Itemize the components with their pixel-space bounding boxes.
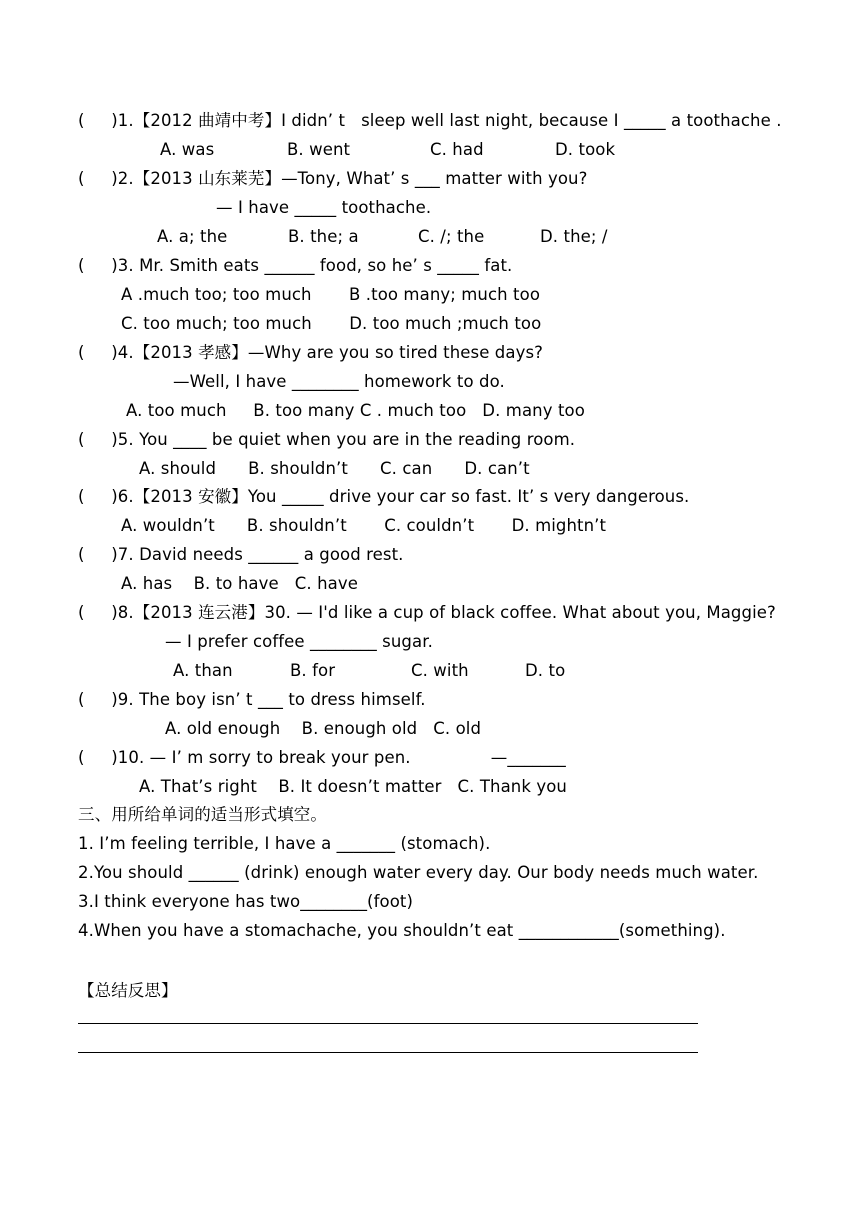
- q1-option-b: B. went: [287, 140, 351, 159]
- q8-stem: ( )8.【2013 连云港】30. — I'd like a cup of black coffee. What about you, Maggie?: [78, 603, 776, 622]
- q8-option-b: B. for: [290, 661, 336, 680]
- q9-stem: ( )9. The boy isn’ t ___ to dress himself.: [78, 690, 426, 709]
- q3-options-2: C. too much; too much D. too much ;much too: [121, 314, 542, 333]
- section3-item-4: 4.When you have a stomachache, you shouldn’t eat ____________(something).: [78, 921, 726, 940]
- q7-stem: ( )7. David needs ______ a good rest.: [78, 545, 404, 564]
- q2-stem-2: — I have _____ toothache.: [216, 198, 432, 217]
- q1-option-d: D. took: [555, 140, 616, 159]
- q4-options: A. too much B. too many C . much too D. many too: [126, 401, 585, 420]
- q8-stem-2: — I prefer coffee ________ sugar.: [165, 632, 433, 651]
- q2-option-d: D. the; /: [540, 227, 608, 246]
- q2-option-c: C. /; the: [418, 227, 485, 246]
- q6-options: A. wouldn’t B. shouldn’t C. couldn’t D. mightn’t: [121, 516, 607, 535]
- q8-option-d: D. to: [525, 661, 566, 680]
- q5-options: A. should B. shouldn’t C. can D. can’t: [139, 459, 530, 478]
- q6-stem: ( )6.【2013 安徽】You _____ drive your car so fast. It’ s very dangerous.: [78, 487, 690, 506]
- reflection-line-2: [78, 1052, 698, 1053]
- q1-stem: ( )1.【2012 曲靖中考】I didn’ t sleep well last night, because I _____ a toothache .: [78, 111, 782, 130]
- q3-options-1: A .much too; too much B .too many; much too: [121, 285, 541, 304]
- section3-heading: 三、用所给单词的适当形式填空。: [78, 805, 327, 824]
- q7-options: A. has B. to have C. have: [121, 574, 358, 593]
- reflection-heading: 【总结反思】: [78, 981, 178, 1000]
- q8-option-c: C. with: [411, 661, 469, 680]
- section3-item-1: 1. I’m feeling terrible, I have a _______ (stomach).: [78, 834, 491, 853]
- q5-stem: ( )5. You ____ be quiet when you are in the reading room.: [78, 430, 576, 449]
- q9-options: A. old enough B. enough old C. old: [165, 719, 482, 738]
- q1-option-a: A. was: [160, 140, 215, 159]
- q1-option-c: C. had: [430, 140, 484, 159]
- q2-stem: ( )2.【2013 山东莱芜】—Tony, What’ s ___ matter with you?: [78, 169, 588, 188]
- q4-stem: ( )4.【2013 孝感】—Why are you so tired these days?: [78, 343, 544, 362]
- q2-option-a: A. a; the: [157, 227, 228, 246]
- q10-options: A. That’s right B. It doesn’t matter C. Thank you: [139, 777, 567, 796]
- q3-stem: ( )3. Mr. Smith eats ______ food, so he’ s _____ fat.: [78, 256, 513, 275]
- section3-item-3: 3.I think everyone has two________(foot): [78, 892, 413, 911]
- q4-stem-2: —Well, I have ________ homework to do.: [173, 372, 505, 391]
- q2-option-b: B. the; a: [288, 227, 359, 246]
- reflection-line-1: [78, 1023, 698, 1024]
- section3-item-2: 2.You should ______ (drink) enough water every day. Our body needs much water.: [78, 863, 759, 882]
- q10-stem: ( )10. — I’ m sorry to break your pen. —_______: [78, 748, 566, 767]
- q8-option-a: A. than: [173, 661, 233, 680]
